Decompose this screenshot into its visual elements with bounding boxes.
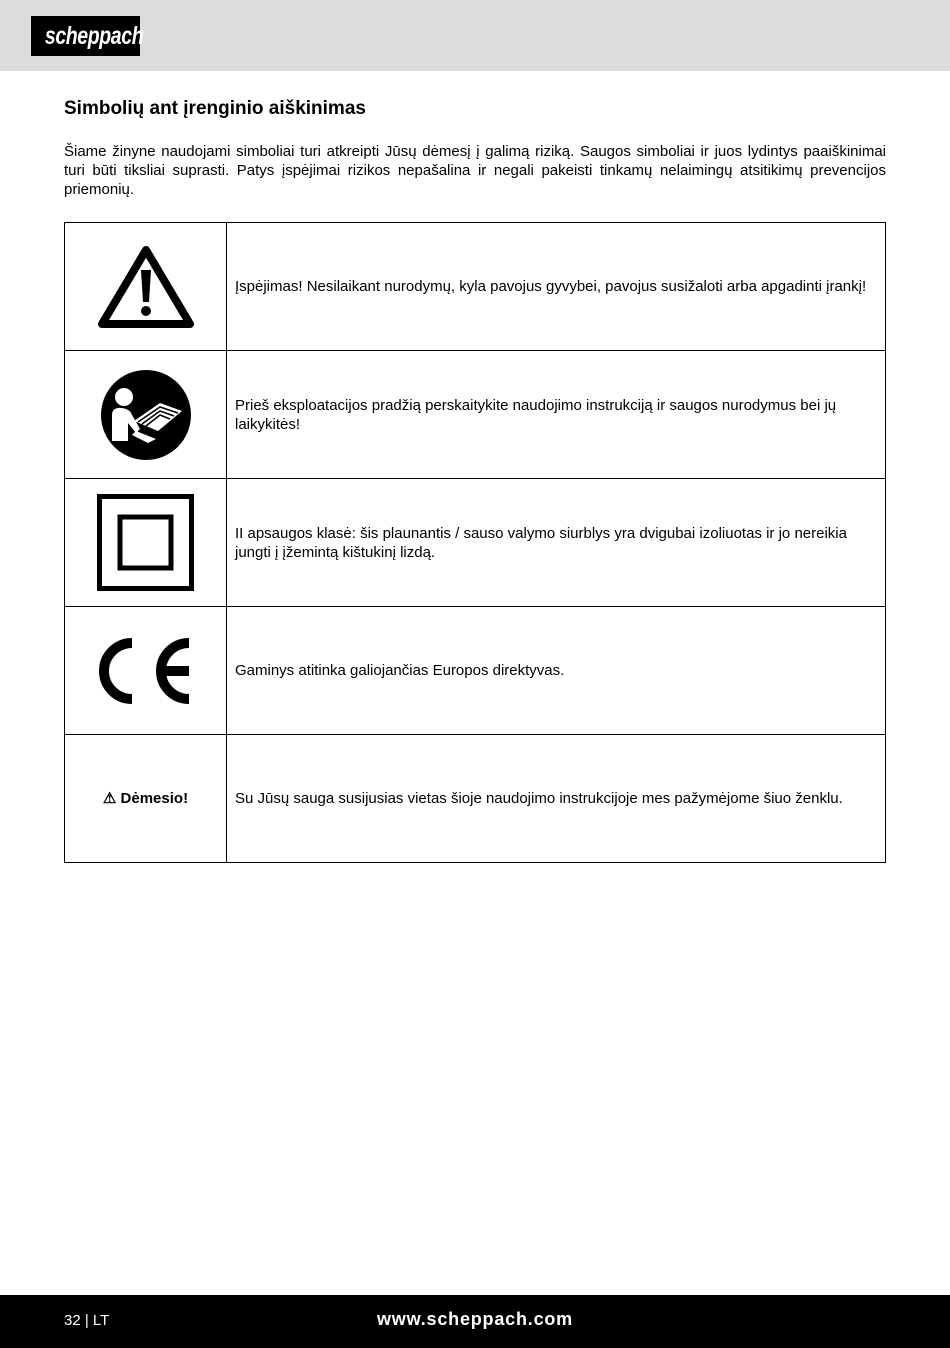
symbol-row-class-ii [65, 479, 886, 607]
symbol-row-ce [65, 607, 886, 735]
page-number: 32 | LT [64, 1312, 110, 1329]
warning-triangle-icon [98, 244, 194, 330]
symbol-description: Gaminys atitinka galiojančias Europos direktyvas. [227, 607, 886, 735]
symbol-cell [65, 223, 227, 351]
scheppach-logo: scheppach [31, 16, 140, 56]
intro-paragraph: Šiame žinyne naudojami simboliai turi atkreipti Jūsų dėmesį į galimą riziką. Saugos simboliai ir juos lydintys paaiškinimai turi būti tiksliai suprasti. Patys įspėjimai rizikos nepašalina ir negali pakeisti tinkamų nelaimingų atsitikimų prevencijos priemonių. [64, 143, 886, 198]
symbol-cell [65, 607, 227, 735]
page-header [0, 0, 950, 71]
attention-label: ⚠ Dėmesio! [102, 790, 189, 807]
symbol-row-warning [65, 223, 886, 351]
symbol-description: II apsaugos klasė: šis plaunantis / sauso valymo siurblys yra dvigubai izoliuotas ir jo nereikia jungti į įžemintą kištukinį lizdą. [227, 479, 886, 607]
symbol-cell [65, 351, 227, 479]
ce-mark-icon [97, 636, 195, 706]
section-title: Simbolių ant įrenginio aiškinimas [64, 98, 366, 119]
read-manual-icon [100, 369, 192, 461]
symbol-row-attention [65, 735, 886, 863]
symbols-table [64, 222, 886, 863]
symbol-cell [65, 479, 227, 607]
symbol-description: Prieš eksploatacijos pradžią perskaitykite naudojimo instrukciją ir saugos nurodymus bei jų laikykitės! [227, 351, 886, 479]
symbol-description: Įspėjimas! Nesilaikant nurodymų, kyla pavojus gyvybei, pavojus susižaloti arba apgadinti įrankį! [227, 223, 886, 351]
website-url: www.scheppach.com [377, 1309, 573, 1329]
symbol-description: Su Jūsų sauga susijusias vietas šioje naudojimo instrukcijoje mes pažymėjome šiuo ženklu. [227, 735, 886, 863]
protection-class-ii-icon [97, 494, 194, 591]
symbol-cell [65, 735, 227, 863]
page-footer [0, 1295, 950, 1348]
symbol-row-manual [65, 351, 886, 479]
